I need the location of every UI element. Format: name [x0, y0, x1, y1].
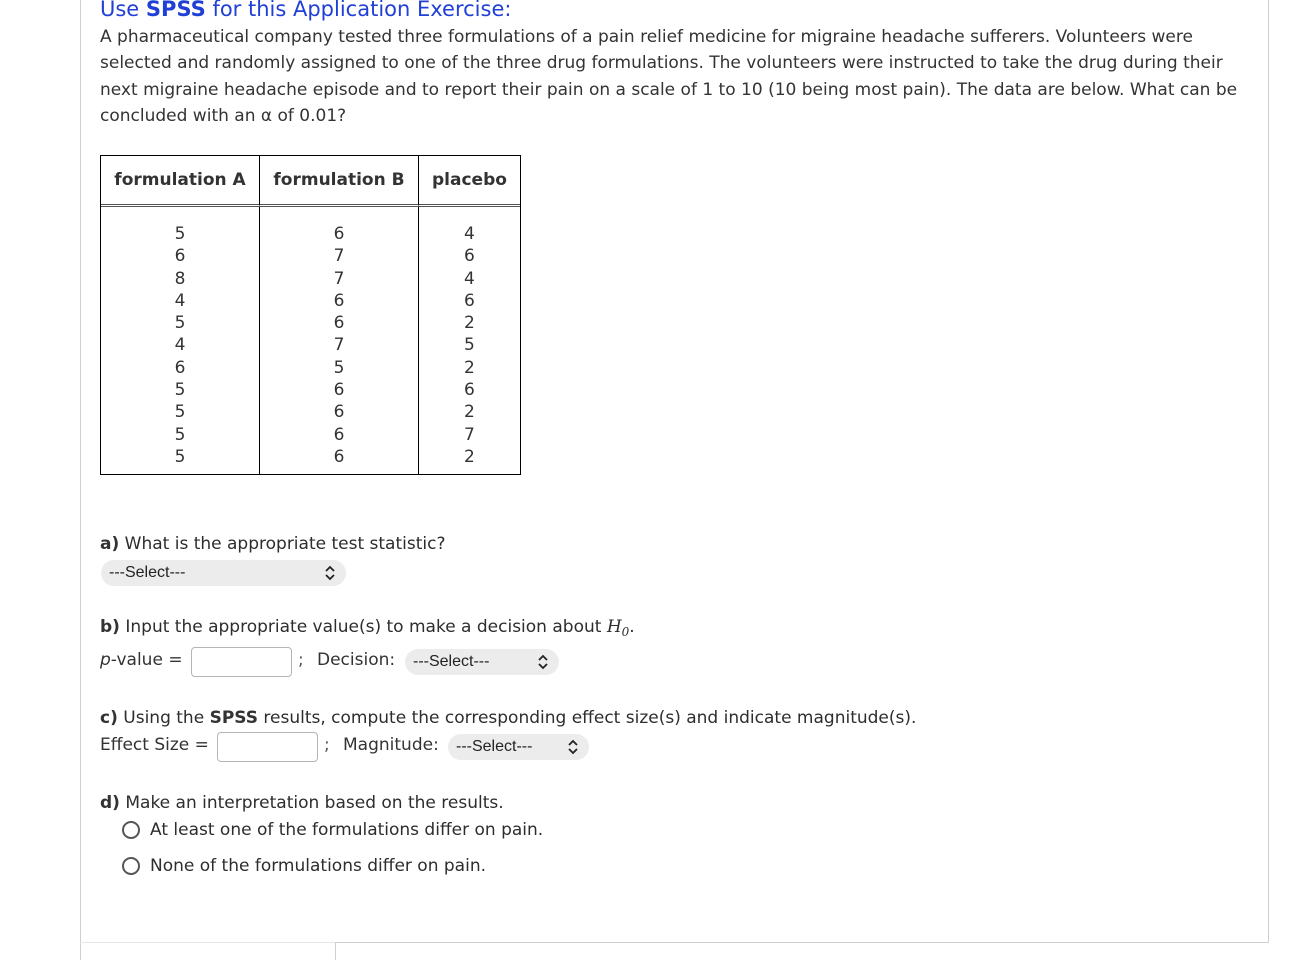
heading-suffix: for this Application Exercise:: [212, 0, 512, 21]
cell: 6: [174, 357, 186, 378]
cell: 2: [464, 357, 475, 378]
cell: 2: [464, 313, 475, 334]
cell: 7: [333, 246, 345, 267]
magnitude-select-value: ---Select---: [456, 738, 533, 755]
cell: 6: [333, 424, 345, 445]
effect-size-label: Effect Size =: [100, 735, 209, 755]
chevron-updown-icon: [537, 652, 549, 672]
panel-border-right: [1268, 0, 1269, 942]
cell: 5: [464, 335, 475, 356]
cell: 4: [464, 224, 475, 244]
column-placebo: [419, 207, 520, 474]
option-label: None of the formulations differ on pain.: [150, 856, 486, 876]
question-b-text: Input the appropriate value(s) to make a decision about: [125, 617, 602, 637]
panel-border-bottom: [335, 942, 1269, 943]
column-formulation-a: [101, 207, 260, 474]
chevron-updown-icon: [324, 563, 336, 583]
cell: 6: [333, 402, 345, 423]
pvalue-label-rest: -value =: [110, 650, 183, 670]
cell: 4: [464, 268, 475, 289]
question-c-spss: SPSS: [209, 708, 259, 728]
heading-prefix: Use: [100, 0, 140, 21]
test-statistic-select[interactable]: [101, 560, 346, 586]
panel-border-left: [80, 0, 81, 960]
pvalue-label: [100, 650, 183, 670]
problem-statement: A pharmaceutical company tested three formulations of a pain relief medicine for migraine headache sufferers. Volunteers were selected and randomly assigned to one of the three drug formulations. The volunteers were instructed to take the drug during their next migraine headache episode and to report their pain on a scale of 1 to 10 (10 being most pain). The data are below. What can be concluded with an α of 0.01?: [100, 27, 1238, 127]
column-formulation-b: [260, 207, 419, 474]
question-c: [100, 708, 916, 728]
decision-label: Decision:: [317, 650, 396, 670]
panel-border-bottom-left: [80, 942, 335, 943]
h-subscript: 0: [621, 625, 630, 639]
cell: 6: [333, 313, 345, 334]
cell: 6: [464, 246, 475, 267]
decision-select[interactable]: [405, 649, 559, 675]
cell: 2: [464, 402, 475, 423]
cell: 7: [333, 335, 345, 356]
cell: 5: [333, 357, 345, 378]
question-a: [100, 534, 445, 554]
cell: 6: [333, 446, 345, 467]
question-a-text: What is the appropriate test statistic?: [124, 534, 446, 554]
cell: 6: [174, 246, 186, 267]
magnitude-label: Magnitude:: [343, 735, 439, 755]
panel-tab-edge: [335, 942, 336, 960]
h-letter: H: [606, 617, 622, 637]
question-a-label: a): [100, 534, 120, 554]
cell: 4: [174, 335, 186, 356]
interpretation-option-differ[interactable]: [122, 819, 543, 841]
cell: 5: [174, 380, 186, 401]
effect-size-input[interactable]: [217, 732, 318, 762]
cell: 7: [464, 424, 475, 445]
p-letter: p: [100, 650, 111, 670]
cell: 7: [333, 268, 345, 289]
option-label: At least one of the formulations differ on pain.: [150, 820, 544, 840]
question-b-end: .: [629, 617, 635, 637]
column-header-formulation-b: formulation B: [260, 156, 419, 207]
pvalue-input[interactable]: [191, 647, 292, 677]
separator: ;: [298, 650, 304, 670]
chevron-updown-icon: [567, 737, 579, 757]
cell: 6: [464, 290, 475, 311]
cell: 5: [174, 424, 186, 445]
question-d: [100, 793, 504, 813]
column-header-placebo: placebo: [419, 156, 520, 207]
question-d-label: d): [100, 793, 120, 813]
decision-select-value: ---Select---: [413, 653, 490, 670]
radio-button[interactable]: [122, 821, 140, 839]
question-c-post: results, compute the corresponding effect size(s) and indicate magnitude(s).: [263, 708, 917, 728]
cell: 4: [174, 290, 186, 311]
test-statistic-select-value: ---Select---: [109, 564, 186, 581]
h0-symbol: [607, 617, 629, 637]
question-b-label: b): [100, 617, 120, 637]
cell: 5: [174, 313, 186, 334]
cell: 6: [333, 290, 345, 311]
question-c-label: c): [100, 708, 118, 728]
column-header-formulation-a: formulation A: [101, 156, 260, 207]
question-d-text: Make an interpretation based on the results.: [125, 793, 504, 813]
cell: 5: [174, 402, 186, 423]
cell: 6: [464, 380, 475, 401]
cell: 2: [464, 446, 475, 467]
question-c-pre: Using the: [123, 708, 205, 728]
cell: 8: [174, 268, 186, 289]
cell: 6: [333, 380, 345, 401]
magnitude-select[interactable]: [448, 734, 589, 760]
cell: 5: [174, 224, 186, 244]
question-b: [100, 617, 635, 639]
exercise-heading: [100, 0, 511, 21]
data-table: [100, 155, 521, 475]
cell: 5: [174, 446, 186, 467]
heading-spss: SPSS: [145, 0, 206, 21]
radio-button[interactable]: [122, 857, 140, 875]
cell: 6: [333, 224, 345, 244]
separator: ;: [324, 735, 330, 755]
interpretation-option-none[interactable]: [122, 855, 486, 877]
